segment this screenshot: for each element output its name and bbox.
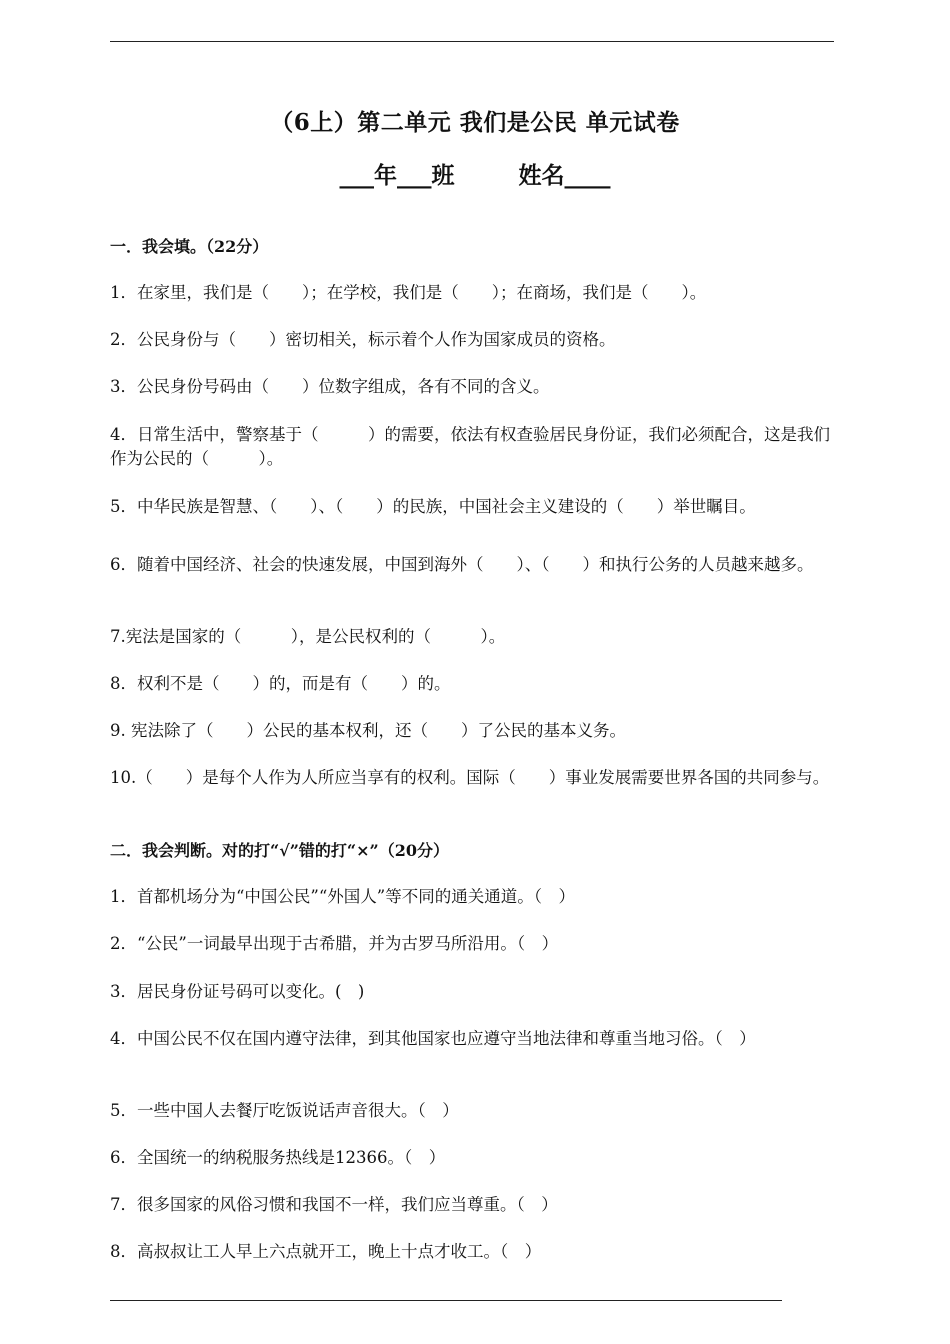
judge-question-4: 4．中国公民不仅在国内遵守法律，到其他国家也应遵守当地法律和尊重当地习俗。（ ） xyxy=(110,1029,756,1048)
fill-question-9: 9. 宪法除了（ ）公民的基本权利，还（ ）了公民的基本义务。 xyxy=(110,721,626,740)
fill-question-3: 3．公民身份号码由（ ）位数字组成，各有不同的含义。 xyxy=(110,377,550,396)
judge-question-5: 5．一些中国人去餐厅吃饭说话声音很大。（ ） xyxy=(110,1101,459,1120)
fill-question-6: 6．随着中国经济、社会的快速发展，中国到海外（ ）、（ ）和执行公务的人员越来越多。 xyxy=(110,555,814,574)
student-info-line: ___年___班 姓名____ xyxy=(339,162,611,189)
fill-question-1: 1．在家里，我们是（ ）；在学校，我们是（ ）；在商场，我们是（ ）。 xyxy=(110,283,707,302)
section-2-heading: 二．我会判断。对的打“√”错的打“×”（20分） xyxy=(110,841,450,860)
header-rule xyxy=(110,41,834,42)
fill-question-8: 8．权利不是（ ）的，而是有（ ）的。 xyxy=(110,674,451,693)
fill-question-7: 7.宪法是国家的（ ），是公民权利的（ ）。 xyxy=(110,627,506,646)
fill-question-10: 10.（ ）是每个人作为人所应当享有的权利。国际（ ）事业发展需要世界各国的共同参与。 xyxy=(110,768,830,787)
fill-question-2: 2．公民身份与（ ）密切相关，标示着个人作为国家成员的资格。 xyxy=(110,330,616,349)
section-1-heading: 一．我会填。（22分） xyxy=(110,237,269,256)
document-title: （6上）第二单元 我们是公民 单元试卷 xyxy=(270,109,680,136)
fill-question-5: 5．中华民族是智慧、（ ）、（ ）的民族，中国社会主义建设的（ ）举世瞩目。 xyxy=(110,497,756,516)
judge-question-7: 7．很多国家的风俗习惯和我国不一样，我们应当尊重。（ ） xyxy=(110,1195,558,1214)
judge-question-6: 6．全国统一的纳税服务热线是12366。（ ） xyxy=(110,1148,446,1167)
judge-question-3: 3．居民身份证号码可以变化。( ) xyxy=(110,982,365,1001)
footer-rule xyxy=(110,1300,782,1301)
judge-question-2: 2．“公民”一词最早出现于古希腊，并为古罗马所沿用。（ ） xyxy=(110,934,559,953)
fill-question-4: 4．日常生活中，警察基于（ ）的需要，依法有权查验居民身份证，我们必须配合，这是我们作为公民的（ ）。 xyxy=(110,425,830,468)
judge-question-8: 8．高叔叔让工人早上六点就开工，晚上十点才收工。（ ） xyxy=(110,1242,542,1261)
judge-question-1: 1．首都机场分为“中国公民”“外国人”等不同的通关通道。（ ） xyxy=(110,887,575,906)
